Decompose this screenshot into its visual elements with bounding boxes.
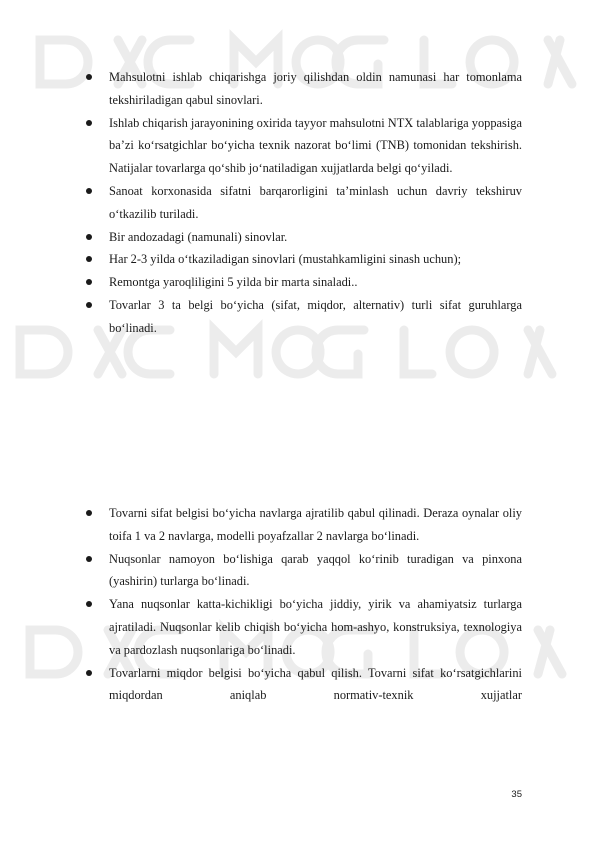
list-item: Tovarlarni miqdor belgisi bo‘yicha qabul qilish. Tovarni sifat ko‘rsatgichlarini miqdordan aniqlab normativ-texnik xujjatlar bbox=[86, 662, 522, 708]
list-item: Remontga yaroqliligini 5 yilda bir marta sinaladi.. bbox=[86, 271, 522, 294]
page-number: 35 bbox=[511, 789, 522, 800]
bullet-icon bbox=[86, 120, 92, 126]
list-item: Bir andozadagi (namunali) sinovlar. bbox=[86, 226, 522, 249]
bullet-icon bbox=[86, 256, 92, 262]
bullet-icon bbox=[86, 510, 92, 516]
bullet-icon bbox=[86, 234, 92, 240]
bullet-icon bbox=[86, 601, 92, 607]
list-item: Nuqsonlar namoyon bo‘lishiga qarab yaqqol ko‘rinib turadigan va pinxona (yashirin) turlarga bo‘linadi. bbox=[86, 548, 522, 594]
bullet-icon bbox=[86, 670, 92, 676]
bullet-icon bbox=[86, 74, 92, 80]
list-item: Har 2-3 yilda o‘tkaziladigan sinovlari (mustahkamligini sinash uchun); bbox=[86, 248, 522, 271]
bullet-list-inspection-types bbox=[86, 66, 522, 340]
bullet-icon bbox=[86, 302, 92, 308]
list-item: Ishlab chiqarish jarayonining oxirida tayyor mahsulotni NTX talablariga yoppasiga ba’zi ko‘rsatgichlar bo‘yicha texnik nazorat bo‘limi (TNB) tomonidan tekshirish. Natijalar tovarlarga qo‘shib jo‘natiladigan xujjatlarda belgi qo‘yiladi. bbox=[86, 112, 522, 180]
bullet-icon bbox=[86, 279, 92, 285]
bullet-list-quality-grading bbox=[86, 502, 522, 707]
bullet-icon bbox=[86, 188, 92, 194]
list-item: Tovarni sifat belgisi bo‘yicha navlarga ajratilib qabul qilinadi. Deraza oynalar oliy toifa 1 va 2 navlarga, modelli poyafzallar 2 navlarga bo‘linadi. bbox=[86, 502, 522, 548]
list-item: Tovarlar 3 ta belgi bo‘yicha (sifat, miqdor, alternativ) turli sifat guruhlarga bo‘linadi. bbox=[86, 294, 522, 340]
list-item: Sanoat korxonasida sifatni barqarorligini ta’minlash uchun davriy tekshiruv o‘tkazilib turiladi. bbox=[86, 180, 522, 226]
list-item: Yana nuqsonlar katta-kichikligi bo‘yicha jiddiy, yirik va ahamiyatsiz turlarga ajratiladi. Nuqsonlar kelib chiqish bo‘yicha hom-ashyo, konstruksiya, texnologiya va pardozlash nuqsonlariga bo‘linadi. bbox=[86, 593, 522, 661]
list-item: Mahsulotni ishlab chiqarishga joriy qilishdan oldin namunasi har tomonlama tekshiriladigan qabul sinovlari. bbox=[86, 66, 522, 112]
bullet-icon bbox=[86, 556, 92, 562]
